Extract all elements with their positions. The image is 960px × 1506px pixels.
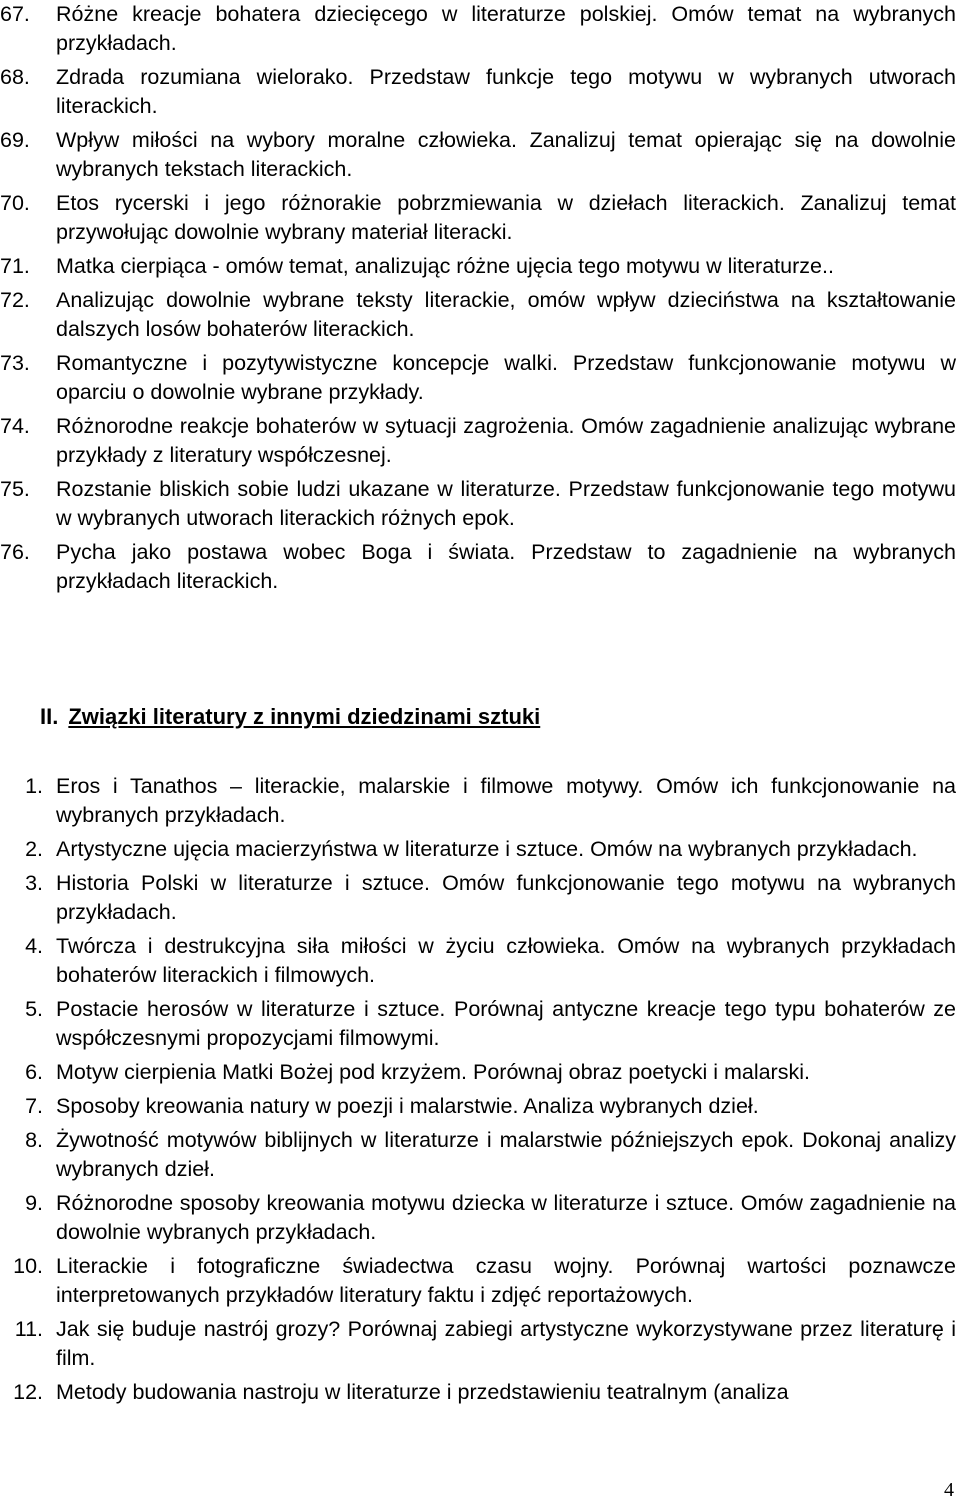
item-text: Motyw cierpienia Matki Bożej pod krzyżem. Porównaj obraz poetycki i malarski. xyxy=(56,1060,810,1084)
item-number: 76. xyxy=(0,540,30,564)
item-text: Artystyczne ujęcia macierzyństwa w literaturze i sztuce. Omów na wybranych przykładach. xyxy=(56,837,918,861)
item-text: Romantyczne i pozytywistyczne koncepcje walki. Przedstaw funkcjonowanie motywu w oparciu o dowolnie wybrane przykłady. xyxy=(56,351,956,404)
list-item xyxy=(0,1092,960,1121)
item-number: 73. xyxy=(0,351,30,375)
item-number: 72. xyxy=(0,288,30,312)
list-item xyxy=(0,252,960,281)
list-item xyxy=(0,63,960,121)
list-item xyxy=(0,932,960,990)
item-text: Różne kreacje bohatera dziecięcego w literaturze polskiej. Omów temat na wybranych przykładach. xyxy=(56,2,956,55)
list-item xyxy=(0,869,960,927)
item-number: 2. xyxy=(25,837,43,861)
list-item xyxy=(0,475,960,533)
item-text: Różnorodne sposoby kreowania motywu dziecka w literaturze i sztuce. Omów zagadnienie na dowolnie wybranych przykładach. xyxy=(56,1191,956,1244)
item-text: Historia Polski w literaturze i sztuce. Omów funkcjonowanie tego motywu na wybranych przykładach. xyxy=(56,871,956,924)
list-item xyxy=(0,349,960,407)
item-text: Jak się buduje nastrój grozy? Porównaj zabiegi artystyczne wykorzystywane przez literaturę i film. xyxy=(56,1317,956,1370)
item-text: Postacie herosów w literaturze i sztuce. Porównaj antyczne kreacje tego typu bohaterów ze współczesnymi propozycjami filmowymi. xyxy=(56,997,956,1050)
item-text: Eros i Tanathos – literackie, malarskie i filmowe motywy. Omów ich funkcjonowanie na wybranych przykładach. xyxy=(56,774,956,827)
item-number: 71. xyxy=(0,254,30,278)
item-text: Żywotność motywów biblijnych w literaturze i malarstwie późniejszych epok. Dokonaj analizy wybranych dzieł. xyxy=(56,1128,956,1181)
list-item xyxy=(0,1252,960,1310)
item-number: 69. xyxy=(0,128,30,152)
list-item xyxy=(0,995,960,1053)
item-number: 11. xyxy=(14,1317,43,1341)
list-item xyxy=(0,772,960,830)
list-item xyxy=(0,412,960,470)
item-number: 74. xyxy=(0,414,30,438)
list-item xyxy=(0,0,960,58)
section-topic-list xyxy=(0,772,960,1412)
item-text: Literackie i fotograficzne świadectwa czasu wojny. Porównaj wartości poznawcze interpretowanych przykładów literatury faktu i zdjęć reportażowych. xyxy=(56,1254,956,1307)
list-item xyxy=(0,126,960,184)
item-text: Matka cierpiąca - omów temat, analizując różne ujęcia tego motywu w literaturze.. xyxy=(56,254,834,278)
item-number: 3. xyxy=(25,871,43,895)
item-text: Pycha jako postawa wobec Boga i świata. Przedstaw to zagadnienie na wybranych przykładach literackich. xyxy=(56,540,956,593)
list-item xyxy=(0,835,960,864)
item-text: Metody budowania nastroju w literaturze i przedstawieniu teatralnym (analiza xyxy=(56,1380,789,1404)
item-number: 9. xyxy=(25,1191,43,1215)
item-number: 7. xyxy=(25,1094,43,1118)
list-item xyxy=(0,1315,960,1373)
item-text: Twórcza i destrukcyjna siła miłości w życiu człowieka. Omów na wybranych przykładach bohaterów literackich i filmowych. xyxy=(56,934,956,987)
item-text: Zdrada rozumiana wielorako. Przedstaw funkcje tego motywu w wybranych utworach literackich. xyxy=(56,65,956,118)
item-text: Analizując dowolnie wybrane teksty literackie, omów wpływ dzieciństwa na kształtowanie dalszych losów bohaterów literackich. xyxy=(56,288,956,341)
item-number: 6. xyxy=(25,1060,43,1084)
item-number: 10. xyxy=(13,1254,43,1278)
topic-list-continued xyxy=(0,0,960,601)
section-heading xyxy=(40,702,540,732)
item-text: Etos rycerski i jego różnorakie pobrzmiewania w dziełach literackich. Zanalizuj temat przywołując dowolnie wybrany materiał literacki. xyxy=(56,191,956,244)
item-text: Różnorodne reakcje bohaterów w sytuacji zagrożenia. Omów zagadnienie analizując wybrane przykłady z literatury współczesnej. xyxy=(56,414,956,467)
section-number: II. xyxy=(40,704,59,729)
item-number: 5. xyxy=(25,997,43,1021)
list-item xyxy=(0,286,960,344)
item-number: 12. xyxy=(13,1380,43,1404)
page-number: 4 xyxy=(944,1479,954,1501)
list-item xyxy=(0,1189,960,1247)
item-number: 67. xyxy=(0,2,30,26)
item-number: 75. xyxy=(0,477,30,501)
list-item xyxy=(0,1126,960,1184)
item-number: 8. xyxy=(25,1128,43,1152)
item-number: 4. xyxy=(25,934,43,958)
item-number: 1. xyxy=(25,774,43,798)
list-item xyxy=(0,1058,960,1087)
item-text: Sposoby kreowania natury w poezji i malarstwie. Analiza wybranych dzieł. xyxy=(56,1094,759,1118)
item-text: Wpływ miłości na wybory moralne człowieka. Zanalizuj temat opierając się na dowolnie wybranych tekstach literackich. xyxy=(56,128,956,181)
section-title: Związki literatury z innymi dziedzinami sztuki xyxy=(68,704,541,729)
list-item xyxy=(0,189,960,247)
list-item xyxy=(0,1378,960,1407)
item-text: Rozstanie bliskich sobie ludzi ukazane w literaturze. Przedstaw funkcjonowanie tego motywu w wybranych utworach literackich różnych epok. xyxy=(56,477,956,530)
list-item xyxy=(0,538,960,596)
item-number: 68. xyxy=(0,65,30,89)
item-number: 70. xyxy=(0,191,30,215)
